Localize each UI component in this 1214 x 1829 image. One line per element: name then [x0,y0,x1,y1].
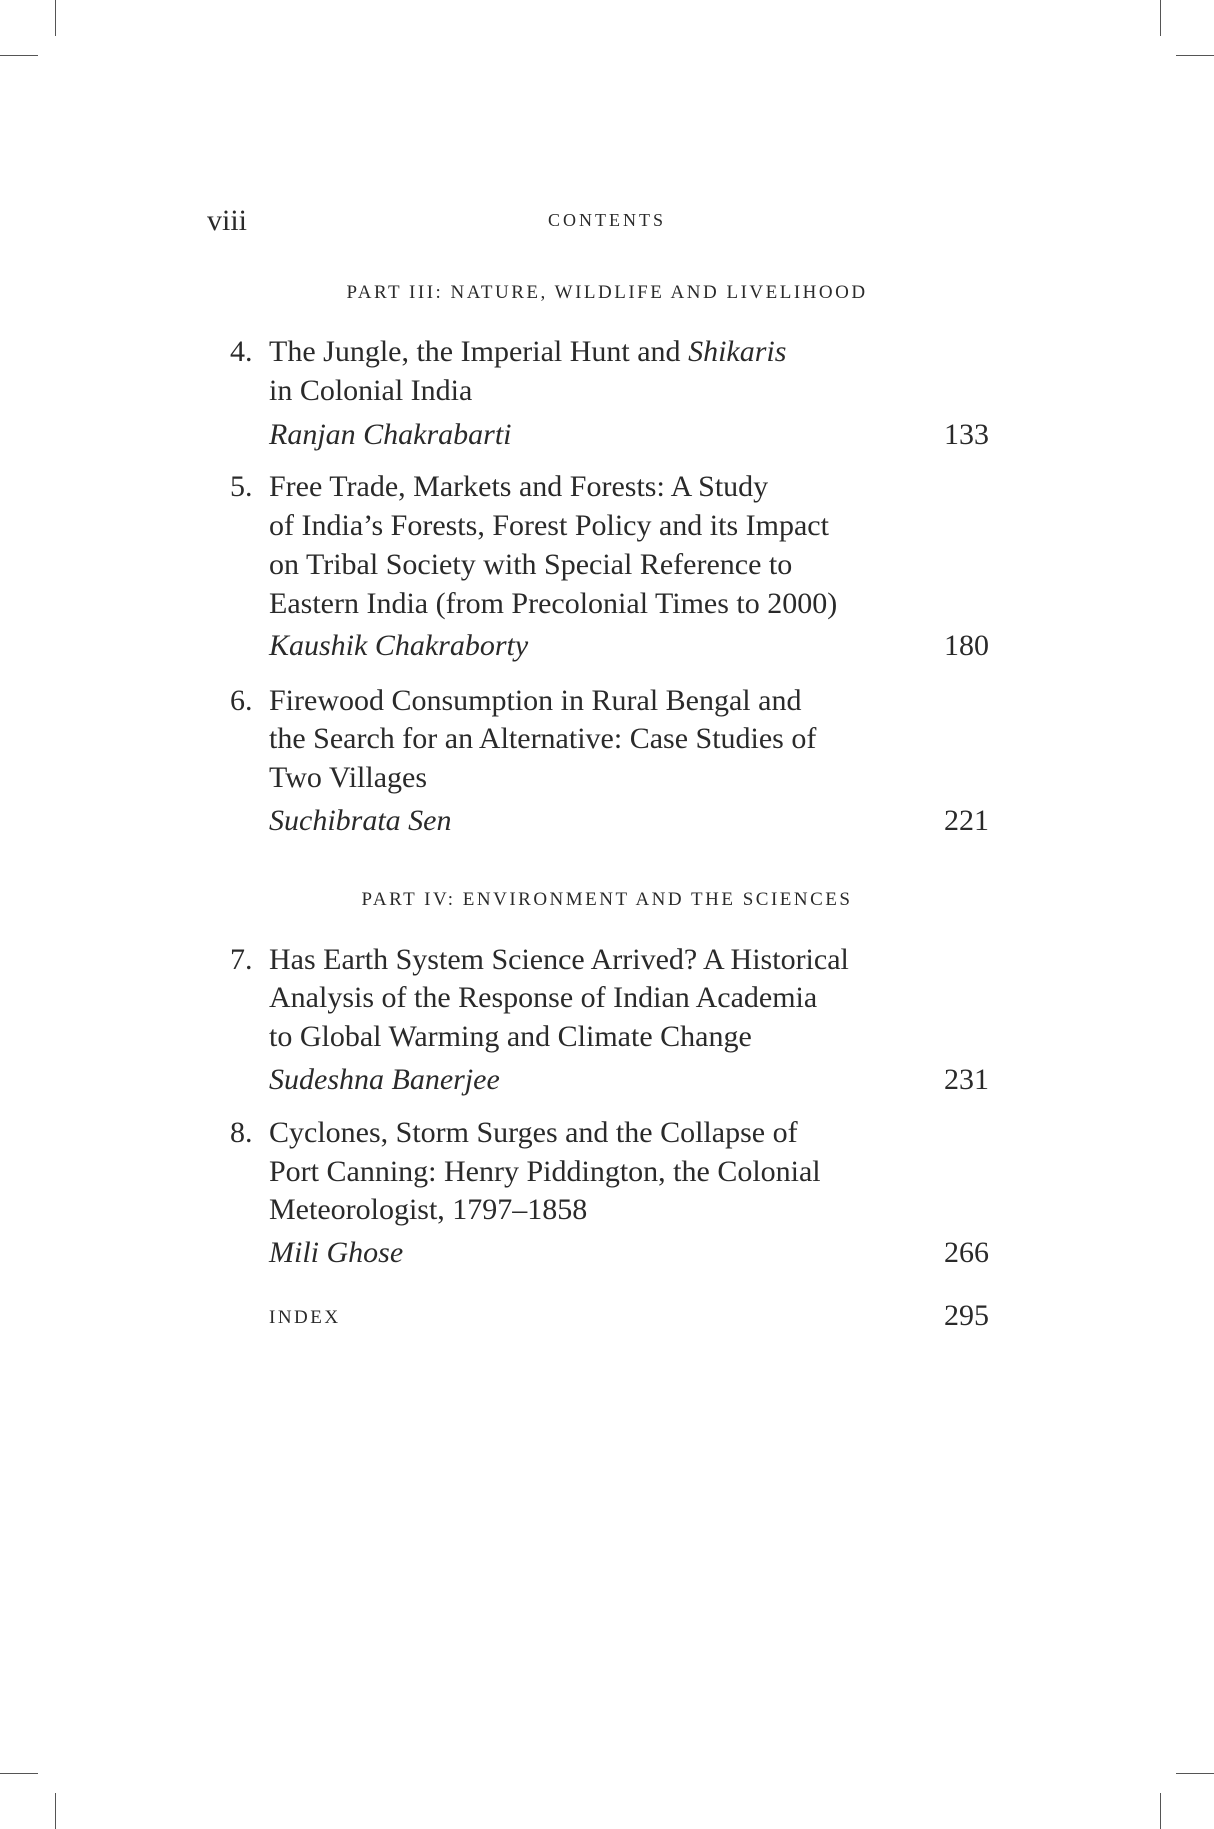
chapter-title-line: Eastern India (from Precolonial Times to 2000) [269,587,838,620]
chapter-title-line: on Tribal Society with Special Reference to [269,548,793,581]
title-italic: Shikaris [688,335,787,368]
page-number: 295 [944,1299,989,1332]
chapter-author [269,802,451,840]
chapter-title-line: Cyclones, Storm Surges and the Collapse of [269,1116,798,1149]
chapter-number: 8. [230,1116,253,1149]
page-number: 180 [944,629,989,662]
page-number: 133 [944,418,989,451]
chapter-author [269,1061,500,1099]
page-number: 266 [944,1236,989,1269]
chapter-title-line: Port Canning: Henry Piddington, the Colonial [269,1155,821,1188]
author-name: Suchibrata Sen [269,804,452,837]
author-name: Kaushik Chakraborty [269,629,529,662]
page-number: 221 [944,804,989,837]
part-heading: PART IV: ENVIRONMENT AND THE SCIENCES [361,889,853,910]
title-text: The Jungle, the Imperial Hunt and [269,335,689,368]
author-name: Ranjan Chakrabarti [269,418,512,451]
crop-mark [1176,55,1214,56]
chapter-number: 6. [230,684,253,717]
author-name: Sudeshna Banerjee [269,1063,500,1096]
author-name: Mili Ghose [269,1236,404,1269]
part-heading: PART III: NATURE, WILDLIFE AND LIVELIHOOD [346,282,868,303]
chapter-author [269,416,512,454]
chapter-title-line: Free Trade, Markets and Forests: A Study [269,470,769,503]
chapter-title-line: Has Earth System Science Arrived? A Historical [269,943,849,976]
chapter-title-line: in Colonial India [269,374,473,407]
chapter-number: 7. [230,943,253,976]
chapter-title-line: of India’s Forests, Forest Policy and its Impact [269,509,829,542]
chapter-title-line: Meteorologist, 1797–1858 [269,1193,588,1226]
chapter-title-line: Firewood Consumption in Rural Bengal and [269,684,802,717]
chapter-title-line: to Global Warming and Climate Change [269,1020,752,1053]
chapter-author [269,627,528,665]
index-label: INDEX [269,1307,341,1328]
chapter-author [269,1234,403,1272]
chapter-number: 4. [230,335,253,368]
crop-mark [0,55,38,56]
page-number: 231 [944,1063,989,1096]
running-title: CONTENTS [548,210,666,230]
chapter-title-line [269,333,786,371]
chapter-number: 5. [230,470,253,503]
chapter-title-line: Two Villages [269,761,428,794]
crop-mark [1160,1793,1161,1829]
folio: viii [207,204,248,237]
crop-mark [0,1773,38,1774]
chapter-title-line: the Search for an Alternative: Case Studies of [269,722,817,755]
crop-mark [55,0,56,36]
crop-mark [1176,1773,1214,1774]
crop-mark [1160,0,1161,36]
crop-mark [55,1793,56,1829]
chapter-title-line: Analysis of the Response of Indian Academia [269,981,818,1014]
